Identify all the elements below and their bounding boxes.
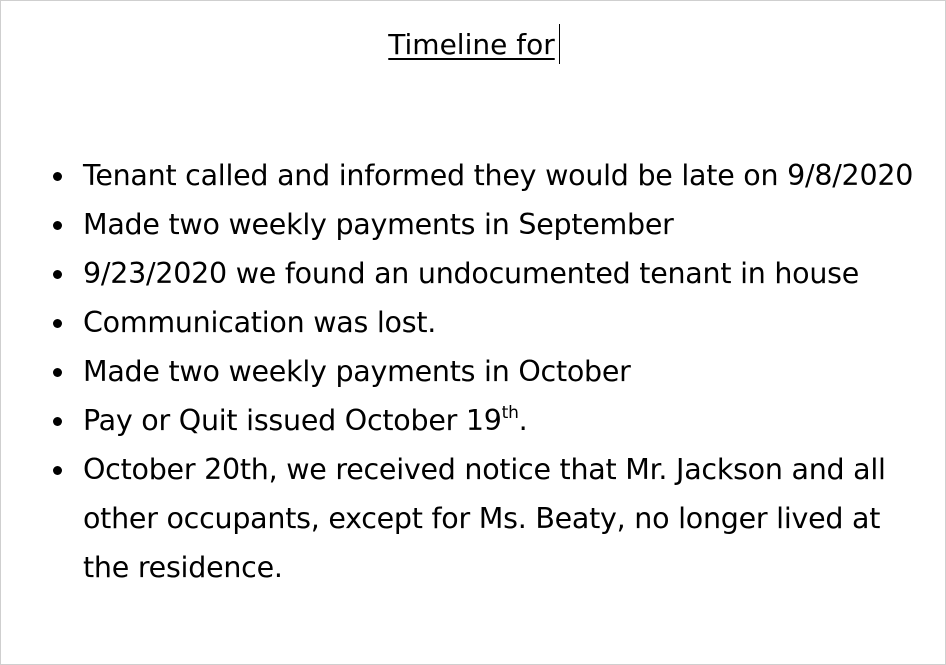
timeline-item-text: Made two weekly payments in October [83, 355, 631, 388]
text-cursor [559, 24, 560, 64]
bullet-icon [53, 221, 62, 230]
bullet-icon [53, 368, 62, 377]
timeline-item-text: Made two weekly payments in September [83, 208, 674, 241]
timeline-item-text: Communication was lost. [83, 306, 437, 339]
timeline-item [1, 200, 921, 249]
bullet-icon [53, 466, 62, 475]
timeline-item [1, 396, 921, 445]
document-title: Timeline for [388, 28, 555, 61]
bullet-icon [53, 172, 62, 181]
bullet-icon [53, 319, 62, 328]
ordinal-superscript: th [501, 402, 519, 423]
timeline-item [1, 445, 921, 592]
timeline-item [1, 249, 921, 298]
timeline-item-text: Pay or Quit issued October 19 [83, 404, 502, 437]
timeline-item [1, 151, 921, 200]
timeline-item-text: October 20th, we received notice that Mr. Jackson and all other occupants, except for Ms. Beaty, no longer lived at the residence. [83, 453, 886, 584]
timeline-list [1, 151, 921, 592]
bullet-icon [53, 270, 62, 279]
timeline-item-text: Tenant called and informed they would be late on 9/8/2020 [83, 159, 914, 192]
timeline-item-text: 9/23/2020 we found an undocumented tenant in house [83, 257, 860, 290]
timeline-item-text-end: . [518, 404, 528, 437]
title-line [1, 23, 946, 67]
timeline-item [1, 347, 921, 396]
bullet-icon [53, 417, 62, 426]
timeline-item [1, 298, 921, 347]
